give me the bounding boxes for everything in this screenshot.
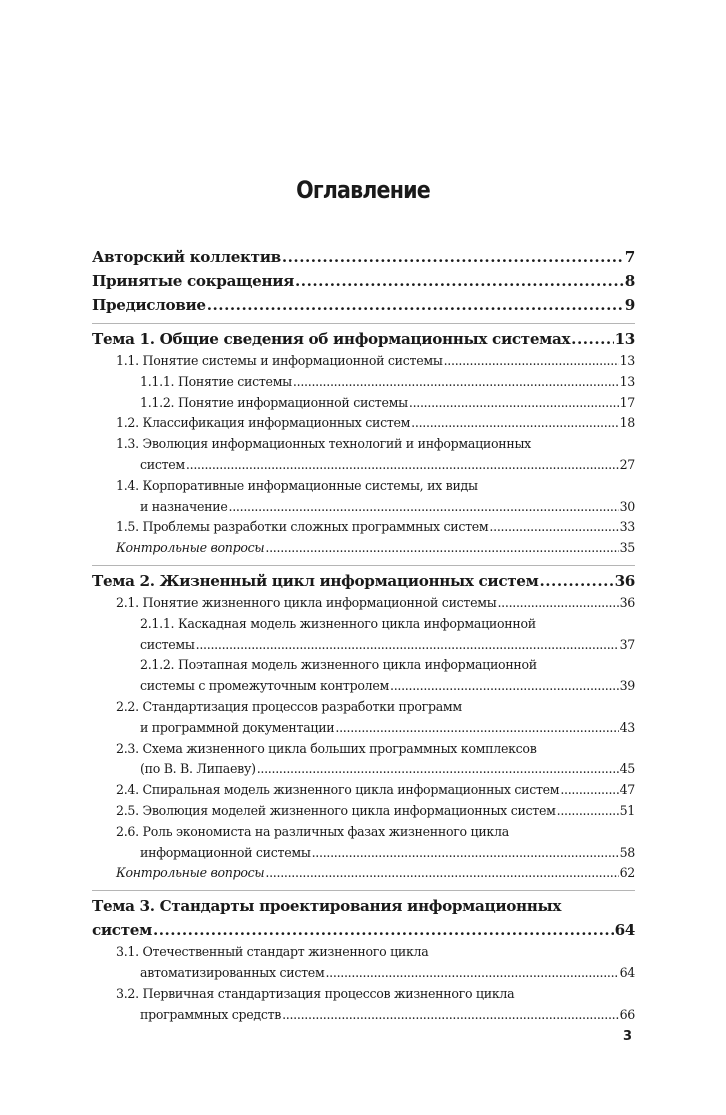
toc-entry-title: 1.1.2. Понятие информационной системы: [140, 394, 408, 410]
dot-leader: [186, 455, 619, 476]
dot-leader: [207, 293, 624, 317]
page-title: Оглавление: [296, 176, 430, 204]
dot-leader: [229, 497, 619, 518]
toc-entry[interactable]: [92, 655, 635, 697]
toc-entry[interactable]: [92, 739, 635, 781]
toc-entry-title: 2.1.2. Поэтапная модель жизненного цикла информационной: [140, 657, 537, 673]
toc-entry[interactable]: [92, 351, 635, 372]
toc-entry-title: Авторский коллектив: [92, 248, 281, 266]
toc-entry[interactable]: [92, 822, 635, 864]
toc-entry-page: 7: [624, 248, 635, 266]
dot-leader: [497, 593, 618, 614]
toc-entry-page: 17: [619, 394, 635, 410]
toc-entry-page: 47: [619, 782, 635, 798]
dot-leader: [390, 676, 619, 697]
toc-entry-page: 39: [619, 678, 635, 694]
toc-entry[interactable]: [92, 894, 635, 942]
toc-entry-page: 13: [614, 330, 635, 348]
toc-entry-page: 62: [619, 865, 635, 881]
toc-entry-title: 1.2. Классификация информационных систем: [116, 415, 411, 431]
section-divider: [92, 890, 635, 891]
toc-entry[interactable]: [92, 476, 635, 518]
toc-entry-title: Тема 2. Жизненный цикл информационных систем: [92, 571, 539, 590]
toc-entry-title: и назначение: [140, 498, 228, 514]
dot-leader: [444, 351, 619, 372]
dot-leader: [153, 918, 614, 942]
toc-entry-page: 51: [619, 802, 635, 818]
toc-entry-title: Предисловие: [92, 296, 206, 314]
toc-entry-title: Контрольные вопросы: [116, 540, 265, 556]
toc-entry[interactable]: [92, 569, 635, 593]
dot-leader: [411, 413, 618, 434]
toc-entry-page: 33: [619, 519, 635, 535]
toc-entry-title: систем: [140, 456, 185, 472]
toc-entry-title: 2.2. Стандартизация процессов разработки программ: [116, 698, 462, 714]
dot-leader: [539, 569, 613, 593]
toc-entry-title: 1.1.1. Понятие системы: [140, 373, 292, 389]
toc-entry-page: 35: [619, 540, 635, 556]
toc-entry-page: 27: [619, 456, 635, 472]
toc-entry[interactable]: [92, 942, 635, 984]
toc-entry-title: автоматизированных систем: [140, 964, 325, 980]
toc-entry-title: 2.5. Эволюция моделей жизненного цикла информационных систем: [116, 802, 556, 818]
toc-entry[interactable]: [92, 269, 635, 293]
toc-entry[interactable]: [92, 434, 635, 476]
dot-leader: [335, 718, 618, 739]
dot-leader: [265, 538, 618, 559]
toc-entry[interactable]: [92, 614, 635, 656]
toc-entry[interactable]: [92, 393, 635, 414]
toc-entry-title: 2.6. Роль экономиста на различных фазах жизненного цикла: [116, 823, 509, 839]
toc-entry[interactable]: [92, 593, 635, 614]
dot-leader: [293, 372, 619, 393]
section-divider: [92, 565, 635, 566]
toc-entry[interactable]: [92, 517, 635, 538]
toc-entry-title: 1.3. Эволюция информационных технологий и информационных: [116, 436, 531, 452]
toc-entry-title: 1.1. Понятие системы и информационной системы: [116, 353, 443, 368]
table-of-contents: [92, 245, 635, 1025]
dot-leader: [282, 245, 624, 269]
toc-entry-title: системы: [140, 636, 195, 652]
dot-leader: [265, 863, 618, 884]
toc-entry-title: Тема 3. Стандарты проектирования информационных: [92, 897, 562, 916]
toc-entry-title: 3.1. Отечественный стандарт жизненного цикла: [116, 944, 429, 960]
toc-entry-title: программных средств: [140, 1006, 282, 1022]
toc-entry-page: 8: [624, 272, 635, 290]
toc-entry-title: 1.5. Проблемы разработки сложных программных систем: [116, 519, 489, 535]
dot-leader: [295, 269, 624, 293]
toc-entry[interactable]: [92, 863, 635, 884]
toc-entry-title: Принятые сокращения: [92, 272, 295, 290]
dot-leader: [257, 759, 619, 780]
dot-leader: [409, 393, 619, 414]
toc-entry-title: систем: [92, 921, 152, 940]
dot-leader: [557, 801, 619, 822]
toc-entry-title: и программной документации: [140, 719, 335, 735]
toc-entry-page: 64: [619, 964, 635, 980]
toc-entry[interactable]: [92, 780, 635, 801]
toc-entry-title: информационной системы: [140, 844, 311, 860]
toc-entry[interactable]: [92, 538, 635, 559]
toc-entry-page: 9: [624, 296, 635, 314]
toc-entry-title: 1.4. Корпоративные информационные системы, их виды: [116, 477, 478, 493]
toc-entry[interactable]: [92, 327, 635, 351]
toc-entry-title: 2.4. Спиральная модель жизненного цикла информационных систем: [116, 782, 560, 798]
toc-entry-page: 18: [619, 415, 635, 431]
toc-entry-page: 37: [619, 636, 635, 652]
toc-entry-page: 36: [619, 594, 635, 610]
toc-entry-page: 45: [619, 761, 635, 777]
toc-entry[interactable]: [92, 984, 635, 1026]
dot-leader: [312, 843, 619, 864]
toc-entry-title: 2.3. Схема жизненного цикла больших программных комплексов: [116, 740, 537, 756]
dot-leader: [489, 517, 618, 538]
dot-leader: [196, 635, 619, 656]
toc-entry[interactable]: [92, 293, 635, 317]
toc-entry-page: 58: [619, 844, 635, 860]
toc-entry-page: 43: [619, 719, 635, 735]
toc-entry-title: Контрольные вопросы: [116, 865, 265, 881]
toc-entry[interactable]: [92, 697, 635, 739]
toc-entry[interactable]: [92, 801, 635, 822]
dot-leader: [325, 963, 618, 984]
toc-entry[interactable]: [92, 245, 635, 269]
dot-leader: [560, 780, 618, 801]
toc-entry-title: системы с промежуточным контролем: [140, 678, 389, 694]
toc-entry[interactable]: [92, 372, 635, 393]
dot-leader: [571, 327, 613, 351]
toc-entry-page: 30: [619, 498, 635, 514]
toc-entry-title: 3.2. Первичная стандартизация процессов жизненного цикла: [116, 985, 515, 1001]
toc-entry-page: 36: [614, 571, 635, 590]
section-divider: [92, 323, 635, 324]
toc-entry-title: 2.1. Понятие жизненного цикла информационной системы: [116, 594, 497, 610]
page-number: 3: [623, 1029, 633, 1044]
toc-entry-page: 13: [619, 373, 635, 389]
dot-leader: [282, 1005, 619, 1026]
toc-entry-page: 13: [619, 353, 635, 368]
toc-entry-page: 64: [614, 921, 635, 940]
toc-entry-page: 66: [619, 1006, 635, 1022]
toc-entry[interactable]: [92, 413, 635, 434]
toc-entry-title: Тема 1. Общие сведения об информационных системах: [92, 330, 571, 348]
toc-entry-title: (по В. В. Липаеву): [140, 761, 256, 777]
toc-entry-title: 2.1.1. Каскадная модель жизненного цикла информационной: [140, 615, 536, 631]
